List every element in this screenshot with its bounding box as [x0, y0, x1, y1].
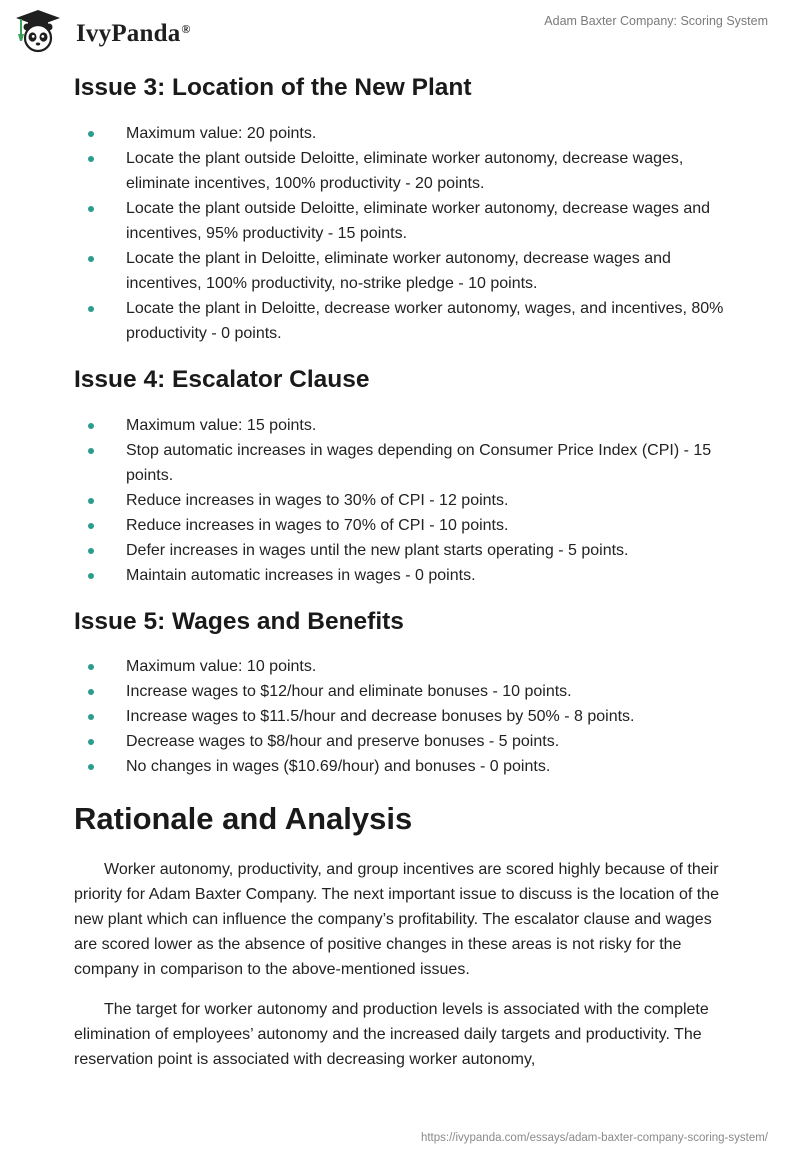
section-issue-3: [74, 72, 724, 346]
bullet-icon: [88, 573, 94, 579]
list-item: Reduce increases in wages to 30% of CPI - 12 points.: [74, 488, 724, 513]
section-rationale: [74, 799, 724, 1072]
bullet-icon: [88, 448, 94, 454]
section-heading: Issue 4: Escalator Clause: [74, 366, 370, 393]
bullet-icon: [88, 664, 94, 670]
list-item: Locate the plant in Deloitte, eliminate worker autonomy, decrease wages and incentives, 100% productivity, no-strike pledge - 10 points.: [74, 246, 724, 296]
bullet-icon: [88, 306, 94, 312]
bullet-icon: [88, 764, 94, 770]
document-title: Adam Baxter Company: Scoring System: [544, 14, 768, 28]
section-issue-5: [74, 606, 724, 779]
logo-text: IvyPanda®: [76, 20, 191, 47]
list-item: No changes in wages ($10.69/hour) and bonuses - 0 points.: [74, 754, 724, 779]
section-heading: Issue 3: Location of the New Plant: [74, 74, 472, 101]
bullet-icon: [88, 423, 94, 429]
source-url-link[interactable]: https://ivypanda.com/essays/adam-baxter-company-scoring-system/: [420, 1132, 768, 1144]
rationale-heading: Rationale and Analysis: [74, 801, 413, 836]
bullet-icon: [88, 739, 94, 745]
paragraph: Worker autonomy, productivity, and group incentives are scored highly because of their priority for Adam Baxter Company. The next important issue to discuss is the location of the new plant which can influence the company’s profitability. The escalator clause and wages are scored lower as the absence of positive changes in these areas is not risky for the company in comparison to the above-mentioned issues.: [74, 861, 720, 978]
bullet-list: [74, 654, 724, 779]
bullet-icon: [88, 689, 94, 695]
list-item: Maximum value: 10 points.: [74, 654, 724, 679]
bullet-icon: [88, 523, 94, 529]
section-issue-4: [74, 364, 724, 588]
list-item: Decrease wages to $8/hour and preserve bonuses - 5 points.: [74, 729, 724, 754]
list-item: Maintain automatic increases in wages - 0 points.: [74, 563, 724, 588]
bullet-icon: [88, 714, 94, 720]
bullet-list: [74, 121, 724, 346]
page-header: [0, 0, 800, 60]
paragraph: The target for worker autonomy and production levels is associated with the complete elimination of employees’ autonomy and the increased daily targets and productivity. The reservation point is associated with decreasing worker autonomy,: [74, 1001, 709, 1068]
bullet-icon: [88, 498, 94, 504]
list-item: Locate the plant outside Deloitte, eliminate worker autonomy, decrease wages, eliminate incentives, 100% productivity - 20 points.: [74, 146, 724, 196]
bullet-icon: [88, 256, 94, 262]
section-heading: Issue 5: Wages and Benefits: [74, 608, 404, 635]
list-item: Reduce increases in wages to 70% of CPI - 10 points.: [74, 513, 724, 538]
logo[interactable]: [14, 8, 214, 54]
bullet-list: [74, 413, 724, 588]
list-item: Maximum value: 20 points.: [74, 121, 724, 146]
list-item: Maximum value: 15 points.: [74, 413, 724, 438]
list-item: Defer increases in wages until the new plant starts operating - 5 points.: [74, 538, 724, 563]
panda-graduate-icon: [14, 8, 62, 54]
list-item: Increase wages to $11.5/hour and decrease bonuses by 50% - 8 points.: [74, 704, 724, 729]
list-item: Locate the plant outside Deloitte, eliminate worker autonomy, decrease wages and incentives, 95% productivity - 15 points.: [74, 196, 724, 246]
bullet-icon: [88, 548, 94, 554]
bullet-icon: [88, 206, 94, 212]
list-item: Locate the plant in Deloitte, decrease worker autonomy, wages, and incentives, 80% productivity - 0 points.: [74, 296, 724, 346]
article-content: [74, 72, 724, 1072]
list-item: Stop automatic increases in wages depending on Consumer Price Index (CPI) - 15 points.: [74, 438, 724, 488]
bullet-icon: [88, 156, 94, 162]
list-item: Increase wages to $12/hour and eliminate bonuses - 10 points.: [74, 679, 724, 704]
bullet-icon: [88, 131, 94, 137]
